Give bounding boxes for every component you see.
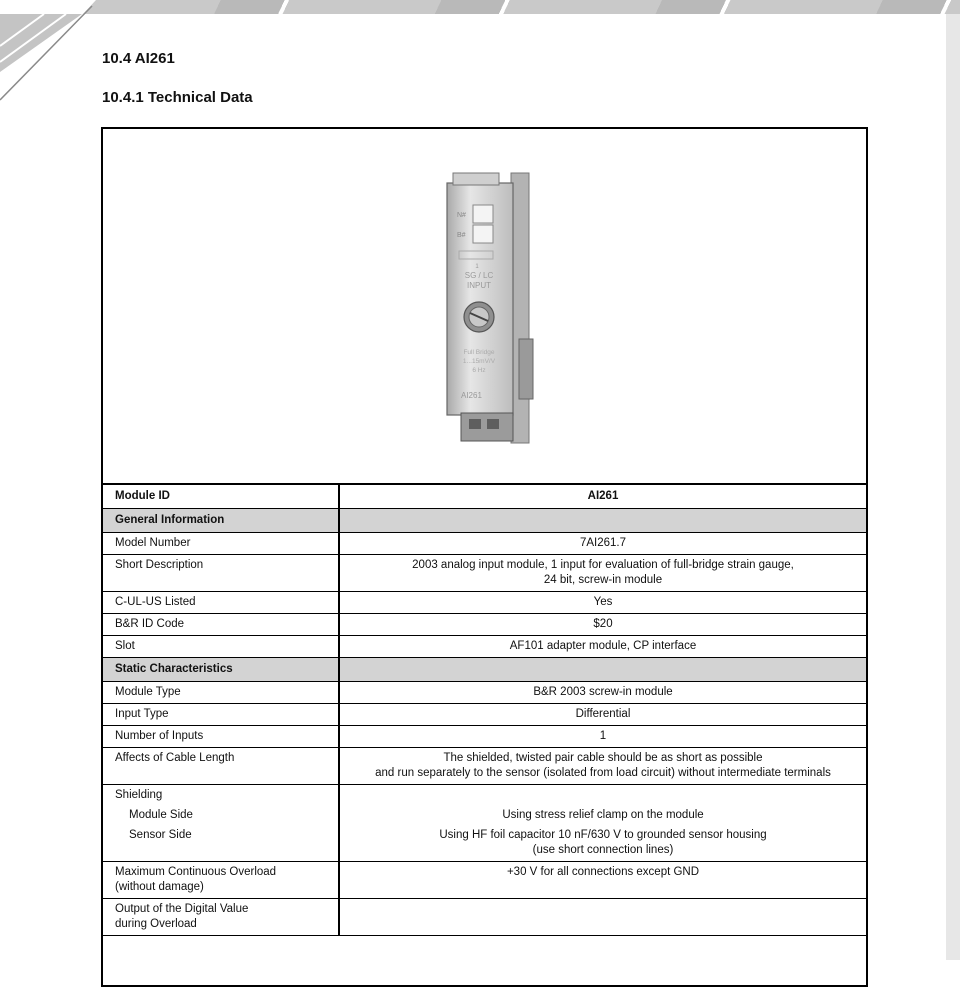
input-type-label: Input Type [103, 704, 339, 726]
number-of-inputs-value: 1 [339, 726, 866, 748]
number-of-inputs-label: Number of Inputs [103, 726, 339, 748]
batch-label: B# [457, 232, 466, 239]
slot-label: Slot [103, 636, 339, 658]
section-fill-static [339, 658, 866, 682]
sensor-side-value-line1: Using HF foil capacitor 10 nF/630 V to grounded sensor housing [439, 829, 767, 841]
short-description-value [339, 555, 866, 592]
table-row [103, 592, 866, 614]
digital-output-value [339, 899, 866, 936]
shielding-labels [103, 785, 339, 862]
shielding-label: Shielding [115, 789, 163, 801]
technical-data-frame [101, 127, 868, 987]
module-type-line2: INPUT [467, 281, 491, 290]
serial-label: N# [457, 212, 466, 219]
module-spec-line2: 1...15mV/V [462, 358, 496, 365]
cable-length-label: Affects of Cable Length [103, 748, 339, 785]
section-title: 10.4 AI261 [102, 50, 175, 67]
overload-label [103, 862, 339, 899]
cable-length-line2: and run separately to the sensor (isolated from load circuit) without intermediate terminals [375, 767, 831, 779]
table-header-row [103, 485, 866, 509]
sensor-side-label: Sensor Side [129, 829, 192, 841]
slot-value: AF101 adapter module, CP interface [339, 636, 866, 658]
channel-label: 1 [475, 264, 479, 270]
section-title-static: Static Characteristics [103, 658, 339, 682]
table-row [103, 748, 866, 785]
section-fill-general [339, 509, 866, 533]
cul-listed-label: C-UL-US Listed [103, 592, 339, 614]
table-row [103, 704, 866, 726]
table-row [103, 555, 866, 592]
id-code-label: B&R ID Code [103, 614, 339, 636]
table-row [103, 862, 866, 899]
module-type-line1: SG / LC [464, 271, 494, 280]
short-description-line2: 24 bit, screw-in module [543, 574, 663, 586]
overload-label-line2: (without damage) [115, 881, 204, 893]
module-id-label: Module ID [103, 485, 339, 509]
short-description-label: Short Description [103, 555, 339, 592]
module-photo-area [103, 129, 866, 485]
section-title-general: General Information [103, 509, 339, 533]
module-side-value: Using stress relief clamp on the module [502, 809, 704, 821]
table-row [103, 726, 866, 748]
cable-length-value [339, 748, 866, 785]
right-page-edge [946, 14, 960, 960]
short-description-line1: 2003 analog input module, 1 input for evaluation of full-bridge strain gauge, [412, 559, 794, 571]
digital-output-label [103, 899, 339, 936]
overload-value: +30 V for all connections except GND [339, 862, 866, 899]
specifications-table [103, 485, 866, 936]
cable-length-line1: The shielded, twisted pair cable should be as short as possible [443, 752, 763, 764]
table-row [103, 682, 866, 704]
module-side-label: Module Side [129, 809, 193, 821]
table-row [103, 899, 866, 936]
id-code-value: $20 [339, 614, 866, 636]
top-decorative-band [0, 0, 960, 14]
input-type-value: Differential [339, 704, 866, 726]
module-type-value: B&R 2003 screw-in module [339, 682, 866, 704]
table-row [103, 785, 866, 862]
module-spec-line3: 6 Hz [472, 367, 486, 374]
subsection-title: 10.4.1 Technical Data [102, 89, 253, 106]
module-type-label: Module Type [103, 682, 339, 704]
digital-output-label-line1: Output of the Digital Value [115, 903, 249, 915]
overload-label-line1: Maximum Continuous Overload [115, 866, 277, 878]
module-id-value: AI261 [339, 485, 866, 509]
module-photo [439, 169, 539, 449]
table-row [103, 636, 866, 658]
digital-output-label-line2: during Overload [115, 918, 197, 930]
shielding-values [339, 785, 866, 862]
model-number-value: 7AI261.7 [339, 533, 866, 555]
cul-listed-value: Yes [339, 592, 866, 614]
module-name-label: AI261 [461, 391, 482, 400]
model-number-label: Model Number [103, 533, 339, 555]
corner-decoration [0, 0, 96, 104]
section-row-general [103, 509, 866, 533]
table-row [103, 614, 866, 636]
section-row-static [103, 658, 866, 682]
module-spec-line1: Full Bridge [463, 349, 495, 356]
table-row [103, 533, 866, 555]
sensor-side-value-line2: (use short connection lines) [532, 844, 674, 856]
